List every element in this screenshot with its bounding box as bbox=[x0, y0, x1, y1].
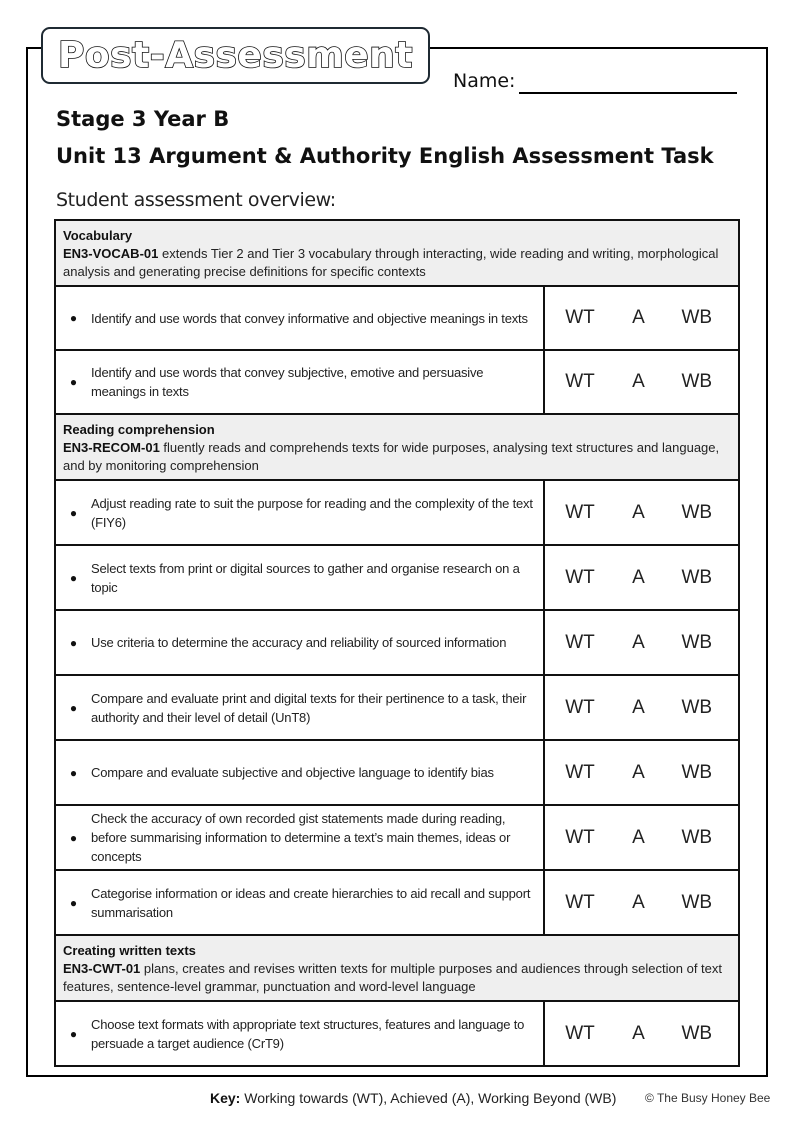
grade-a[interactable]: A bbox=[632, 501, 645, 523]
grade-wb[interactable]: WB bbox=[681, 891, 713, 913]
indicator-text: Identify and use words that convey subjective, emotive and persuasive meanings in texts bbox=[91, 365, 484, 399]
name-input-line[interactable] bbox=[519, 92, 737, 94]
section-title: Vocabulary bbox=[63, 228, 133, 243]
overview-heading: Student assessment overview: bbox=[56, 189, 336, 211]
table-row bbox=[55, 286, 739, 350]
bullet-icon: ● bbox=[69, 311, 78, 325]
assessment-table bbox=[54, 219, 740, 1067]
table-row bbox=[55, 545, 739, 610]
grade-wt[interactable]: WT bbox=[565, 891, 595, 913]
grade-wb[interactable]: WB bbox=[681, 307, 713, 328]
grade-a[interactable]: A bbox=[632, 761, 645, 783]
grade-wt[interactable]: WT bbox=[565, 371, 595, 392]
name-field[interactable] bbox=[453, 70, 738, 96]
bullet-icon: ● bbox=[69, 895, 78, 910]
table-row bbox=[55, 1001, 739, 1066]
grade-wb[interactable]: WB bbox=[681, 696, 713, 718]
grade-wt[interactable]: WT bbox=[565, 566, 595, 588]
grade-wt[interactable]: WT bbox=[565, 696, 595, 718]
bullet-icon: ● bbox=[69, 830, 78, 845]
grade-a[interactable]: A bbox=[632, 891, 645, 913]
section-title: Creating written texts bbox=[63, 943, 196, 958]
grade-wt[interactable]: WT bbox=[565, 1022, 595, 1044]
copyright-notice: © The Busy Honey Bee bbox=[645, 1091, 771, 1105]
outcome-code: EN3-RECOM-01 bbox=[63, 440, 160, 455]
unit-heading: Unit 13 Argument & Authority English Assessment Task bbox=[56, 144, 714, 168]
table-row bbox=[55, 805, 739, 870]
bullet-icon: ● bbox=[69, 765, 78, 780]
grade-wb[interactable]: WB bbox=[681, 371, 713, 392]
grade-wb[interactable]: WB bbox=[681, 631, 713, 653]
section-header-vocabulary bbox=[55, 220, 739, 286]
indicator-text: Compare and evaluate subjective and objective language to identify bias bbox=[91, 765, 494, 780]
table-row bbox=[55, 610, 739, 675]
grade-wb[interactable]: WB bbox=[681, 761, 713, 783]
title-banner bbox=[41, 27, 430, 84]
stage-heading: Stage 3 Year B bbox=[56, 107, 230, 131]
bullet-icon: ● bbox=[69, 700, 78, 715]
indicator-text: Identify and use words that convey informative and objective meanings in texts bbox=[91, 310, 528, 326]
table-row bbox=[55, 870, 739, 935]
table-row bbox=[55, 740, 739, 805]
section-title: Reading comprehension bbox=[63, 422, 215, 437]
grade-wt[interactable]: WT bbox=[565, 307, 595, 328]
grade-a[interactable]: A bbox=[632, 566, 645, 588]
grade-a[interactable]: A bbox=[632, 371, 645, 392]
grade-a[interactable]: A bbox=[632, 307, 645, 328]
grade-wb[interactable]: WB bbox=[681, 826, 713, 848]
indicator-text: Adjust reading rate to suit the purpose for reading and the complexity of the text (FIY6) bbox=[91, 495, 533, 530]
section-header-reading-comprehension bbox=[55, 414, 739, 480]
grade-wt[interactable]: WT bbox=[565, 501, 595, 523]
name-label: Name: bbox=[453, 70, 516, 92]
table-row bbox=[55, 350, 739, 414]
grade-wt[interactable]: WT bbox=[565, 826, 595, 848]
indicator-text: Select texts from print or digital sources to gather and organise research on a topic bbox=[91, 560, 520, 595]
outcome-code: EN3-VOCAB-01 bbox=[63, 246, 159, 261]
section-header-creating-written-texts bbox=[55, 935, 739, 1001]
grade-wb[interactable]: WB bbox=[681, 1022, 713, 1044]
bullet-icon: ● bbox=[69, 570, 78, 585]
table-row bbox=[55, 480, 739, 545]
grade-a[interactable]: A bbox=[632, 826, 645, 848]
grade-wt[interactable]: WT bbox=[565, 631, 595, 653]
bullet-icon: ● bbox=[69, 505, 78, 520]
grade-a[interactable]: A bbox=[632, 696, 645, 718]
indicator-text: Choose text formats with appropriate text structures, features and language to persuade a target audience (CrT9) bbox=[91, 1016, 525, 1051]
bullet-icon: ● bbox=[69, 1026, 78, 1041]
key-text: Working towards (WT), Achieved (A), Working Beyond (WB) bbox=[240, 1090, 617, 1106]
grade-wb[interactable]: WB bbox=[681, 501, 713, 523]
page-title: Post-Assessment bbox=[58, 35, 413, 76]
grade-a[interactable]: A bbox=[632, 631, 645, 653]
table-row bbox=[55, 675, 739, 740]
outcome-description: fluently reads and comprehends texts for wide purposes, analysing text structures and language, and by monitoring comprehension bbox=[63, 440, 720, 473]
grade-wb[interactable]: WB bbox=[681, 566, 713, 588]
grade-a[interactable]: A bbox=[632, 1022, 645, 1044]
key-label: Key: bbox=[210, 1090, 241, 1106]
bullet-icon: ● bbox=[69, 635, 78, 650]
indicator-text: Use criteria to determine the accuracy and reliability of sourced information bbox=[91, 635, 507, 650]
outcome-description: extends Tier 2 and Tier 3 vocabulary through interacting, wide reading and writing, morphological analysis and generating precise definitions for specific contexts bbox=[63, 246, 719, 279]
grading-key bbox=[210, 1090, 616, 1106]
outcome-code: EN3-CWT-01 bbox=[63, 961, 141, 976]
outcome-description: plans, creates and revises written texts for multiple purposes and audiences through selection of text features, sentence-level grammar, punctuation and word-level language bbox=[63, 961, 723, 994]
bullet-icon: ● bbox=[69, 375, 78, 389]
indicator-text: Categorise information or ideas and create hierarchies to aid recall and support summarisation bbox=[91, 885, 531, 920]
grade-wt[interactable]: WT bbox=[565, 761, 595, 783]
indicator-text: Compare and evaluate print and digital texts for their pertinence to a task, their authority and their level of detail (UnT8) bbox=[91, 690, 527, 725]
indicator-text: Check the accuracy of own recorded gist statements made during reading, before summarising information to determine a text’s main themes, ideas or concepts bbox=[91, 811, 511, 864]
